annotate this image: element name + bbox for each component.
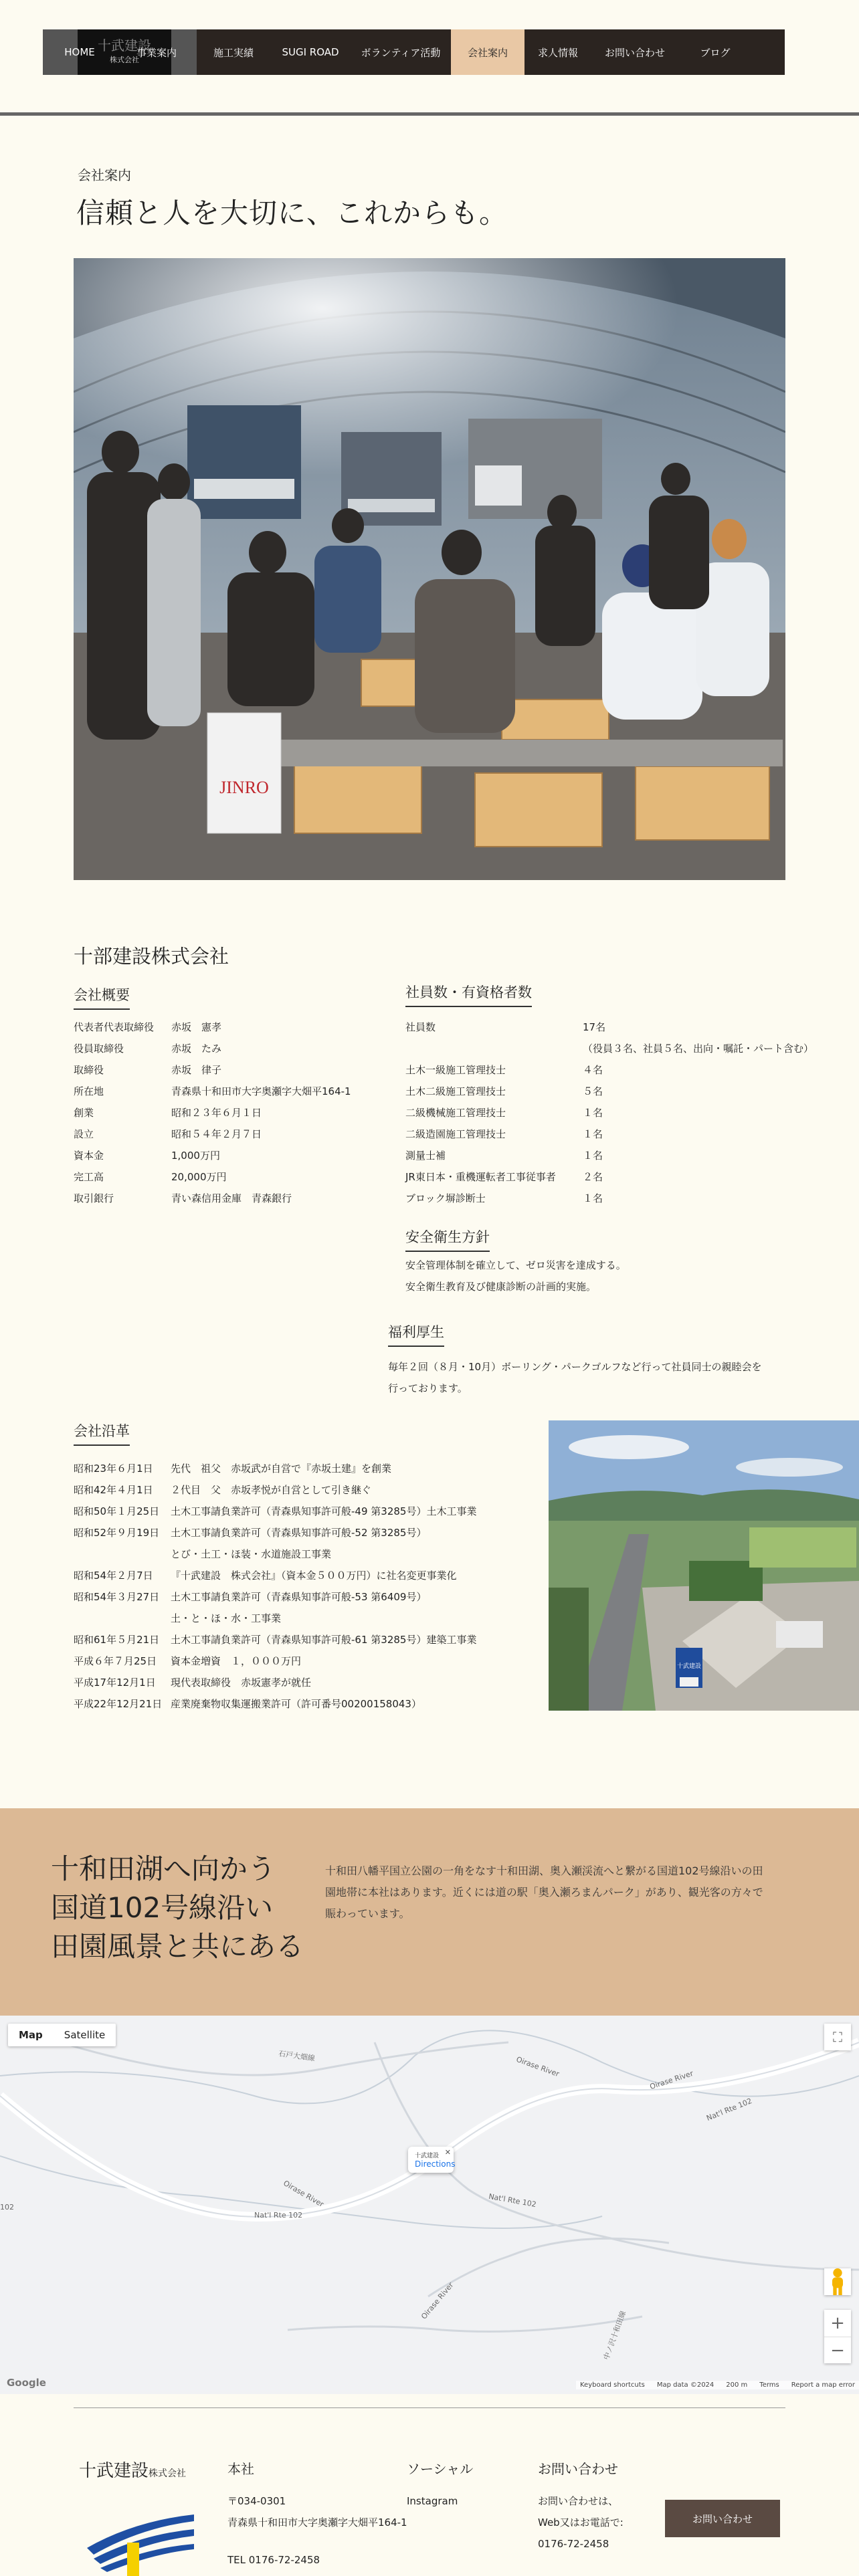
warehouse-scene (74, 258, 785, 880)
history-row (74, 1693, 476, 1715)
overview-list (74, 1016, 351, 1209)
directions-link[interactable]: Directions (415, 2159, 456, 2169)
list-value: 17名 (583, 1021, 606, 1033)
list-key: 資本金 (74, 1150, 104, 1162)
text-line: Report a map error (791, 2381, 855, 2389)
nav-item[interactable]: 施工実績 (213, 46, 254, 59)
aerial-photo (549, 1420, 859, 1711)
history-text: 土木工事請負業許可（青森県知事許可般-61 第3285号）建築工事業 (171, 1634, 477, 1646)
list-value: ２名 (583, 1171, 603, 1183)
company-name: 十部建設株式会社 (74, 945, 229, 968)
zoom-in-icon[interactable]: + (830, 2313, 845, 2333)
history-date: 昭和54年２月7日 (74, 1570, 153, 1582)
list-item (74, 1145, 351, 1166)
map-info-title: 十武建設 (415, 2153, 440, 2159)
map-label: 中ノ沢十和田線 (601, 2309, 628, 2361)
map-roads (0, 2016, 859, 2394)
text-line: Map data ©2024 (656, 2381, 714, 2389)
list-key: 社員数 (405, 1021, 436, 1033)
list-key: 二級機械施工管理技士 (405, 1107, 506, 1119)
history-date: 昭和50年１月25日 (74, 1505, 160, 1517)
history-row (74, 1586, 476, 1608)
list-key: 所在地 (74, 1085, 104, 1097)
nav-item[interactable]: 求人情報 (537, 46, 578, 59)
text-line: 青森県十和田市大字奥瀬字大畑平164-1 (227, 2516, 407, 2529)
text-line: 行っております。 (388, 1382, 468, 1394)
footer-office-address (227, 2490, 407, 2533)
text-line: 200 m (726, 2381, 748, 2389)
list-item (405, 1038, 814, 1059)
map-label: Oirase River (282, 2178, 326, 2210)
history-date: 平成17年12月1日 (74, 1677, 156, 1689)
footer-divider (74, 2407, 785, 2408)
history-date: 平成22年12月21日 (74, 1698, 163, 1710)
footer-social-title: ソーシャル (407, 2461, 474, 2477)
history-row (74, 1543, 476, 1565)
text-line: Terms (759, 2381, 779, 2389)
history-row (74, 1501, 476, 1522)
map-type-satellite[interactable]: Satellite (64, 2029, 106, 2041)
list-value: 赤坂 律子 (171, 1064, 222, 1076)
map-label: 石戸大畑線 (278, 2049, 316, 2063)
close-icon[interactable]: ✕ (444, 2148, 451, 2157)
history-row (74, 1565, 476, 1586)
footer-logo-text: 十武建設 (79, 2461, 149, 2481)
list-key: 土木一級施工管理技士 (405, 1064, 506, 1076)
list-key: 二級造園施工管理技士 (405, 1128, 506, 1140)
contact-button[interactable]: お問い合わせ (665, 2500, 780, 2537)
text-line: 〒034-0301 (227, 2495, 286, 2507)
map-label: Oirase River (648, 2068, 694, 2092)
history-row (74, 1479, 476, 1501)
list-value: ５名 (583, 1085, 603, 1097)
list-item (405, 1188, 814, 1209)
instagram-link[interactable]: Instagram (407, 2495, 458, 2507)
banner-text: 十和田八幡平国立公園の一角をなす十和田湖、奥入瀬渓流へと繋がる国道102号線沿いの田園地帯に本社はあります。近くには道の駅「奥入瀬ろまんパーク」があり、観光客の方々で賑わっています。 (325, 1864, 763, 1920)
map-label: Oirase River (419, 2280, 456, 2321)
map-type-map[interactable]: Map (19, 2029, 43, 2041)
nav-item[interactable]: お問い合わせ (604, 46, 665, 59)
history-text: 土木工事請負業許可（青森県知事許可般-53 第6409号） (171, 1591, 427, 1603)
text-line: Web又はお電話で: (538, 2516, 624, 2529)
footer-logo[interactable] (79, 2457, 186, 2482)
google-logo: Google (7, 2377, 46, 2389)
list-value: 赤坂 たみ (171, 1043, 222, 1055)
text-line: 田園風景と共にある (51, 1930, 304, 1963)
map-label: Nat'l Rte 102 (705, 2096, 753, 2123)
aerial-sign-text: 十武建設 (676, 1663, 702, 1670)
staff-title: 社員数・有資格者数 (405, 982, 532, 1007)
nav-item[interactable]: ボランティア活動 (361, 46, 441, 59)
list-key: 土木二級施工管理技士 (405, 1085, 506, 1097)
page-title: 信頼と人を大切に、これからも。 (76, 197, 508, 229)
list-item (405, 1102, 814, 1123)
list-key: 完工高 (74, 1171, 104, 1183)
list-item (74, 1016, 351, 1038)
list-item (74, 1188, 351, 1209)
map-label: Nat'l Rte 102 (254, 2211, 303, 2220)
list-item (405, 1059, 814, 1081)
history-row (74, 1522, 476, 1543)
list-item (74, 1038, 351, 1059)
list-key: JR東日本・重機運転者工事従事者 (405, 1171, 556, 1183)
list-key: 測量士補 (405, 1150, 446, 1162)
location-banner (0, 1808, 859, 2016)
nav-brand-top: 十武建設 (98, 37, 151, 53)
main-nav (43, 29, 785, 75)
history-date (74, 1608, 171, 1629)
aerial-scene (549, 1420, 859, 1711)
list-value: 昭和５４年２月７日 (171, 1128, 262, 1140)
header-divider (0, 112, 859, 116)
list-key: ブロック塀診断士 (405, 1192, 486, 1204)
history-text: 先代 祖父 赤坂武が自営で『赤坂土建』を創業 (171, 1463, 392, 1475)
list-item (405, 1123, 814, 1145)
text-line: Keyboard shortcuts (579, 2381, 645, 2389)
history-row (74, 1629, 476, 1650)
jinro-sign: JINRO (219, 778, 269, 797)
nav-item[interactable]: HOME (64, 46, 95, 58)
nav-item[interactable]: 会社案内 (451, 29, 524, 75)
banner-title (51, 1850, 304, 1966)
list-value: 昭和２３年６月１日 (171, 1107, 262, 1119)
list-key: 役員取締役 (74, 1043, 124, 1055)
map-attribution (576, 2381, 859, 2389)
list-key: 設立 (74, 1128, 94, 1140)
list-value: 赤坂 憲孝 (171, 1021, 222, 1033)
nav-item[interactable]: 事業案内 (136, 46, 177, 59)
history-text: 土・と・ほ・水・工事業 (171, 1612, 282, 1624)
list-item (74, 1123, 351, 1145)
company-mark-icon (87, 2501, 194, 2576)
history-text: 『十武建設 株式会社』（資本金５００万円）に社名変更事業化 (171, 1570, 457, 1582)
history-text: 産業廃棄物収集運搬業許可（許可番号00200158043） (171, 1698, 421, 1710)
zoom-out-icon[interactable]: − (830, 2341, 845, 2361)
history-title (74, 1420, 130, 1446)
overview-title: 会社概要 (74, 984, 130, 1010)
safety-title: 安全衛生方針 (405, 1226, 490, 1252)
map-label: Oirase River (514, 2054, 561, 2079)
list-item (405, 1081, 814, 1102)
footer-office-title: 本社 (227, 2461, 254, 2477)
history-text: 現代表取締役 赤坂憲孝が就任 (171, 1677, 312, 1689)
list-value: １名 (583, 1107, 603, 1119)
list-item (74, 1081, 351, 1102)
footer-logo-small: 株式会社 (149, 2468, 187, 2479)
google-map[interactable] (0, 2016, 859, 2394)
zoom-control (824, 2310, 851, 2363)
list-item (405, 1016, 814, 1038)
list-value: 1,000万円 (171, 1150, 220, 1162)
history-text: ２代目 父 赤坂孝悦が自営として引き継ぐ (171, 1484, 372, 1496)
list-value: （役員３名、社員５名、出向・嘱託・パート含む） (583, 1043, 814, 1055)
list-key (405, 1038, 583, 1059)
text-line: 安全衛生教育及び健康診断の計画的実施。 (405, 1281, 597, 1293)
list-key: 取締役 (74, 1064, 104, 1076)
list-item (405, 1166, 814, 1188)
welfare-title: 福利厚生 (388, 1321, 444, 1347)
text-line: 十和田湖へ向かう (51, 1852, 276, 1885)
list-value: １名 (583, 1192, 603, 1204)
list-value: １名 (583, 1150, 603, 1162)
history-date: 平成６年７月25日 (74, 1655, 157, 1667)
staff-gathering-photo (74, 258, 785, 880)
list-value: 青い森信用金庫 青森銀行 (171, 1192, 292, 1204)
history-date: 昭和61年５月21日 (74, 1634, 160, 1646)
text-line: 安全管理体制を確立して、ゼロ災害を達成する。 (405, 1259, 626, 1271)
footer-contact-title: お問い合わせ (538, 2461, 618, 2477)
history-row (74, 1650, 476, 1672)
map-info-window (408, 2147, 454, 2173)
history-title-prefix: 会社 (74, 1423, 102, 1439)
nav-item[interactable]: SUGI ROAD (282, 46, 339, 58)
history-date (74, 1543, 171, 1565)
history-row (74, 1608, 476, 1629)
staff-list (405, 1016, 814, 1209)
list-item (74, 1166, 351, 1188)
list-value: １名 (583, 1128, 603, 1140)
history-date: 昭和42年４月1日 (74, 1484, 153, 1496)
history-date: 昭和54年３月27日 (74, 1591, 160, 1603)
list-key: 代表者代表取締役 (74, 1021, 155, 1033)
history-row (74, 1458, 476, 1479)
map-label: 102 (0, 2203, 14, 2212)
nav-items (43, 29, 752, 75)
list-key: 創業 (74, 1107, 94, 1119)
nav-item[interactable]: ブログ (700, 46, 731, 59)
list-value: 20,000万円 (171, 1171, 227, 1183)
history-text: 土木工事請負業許可（青森県知事許可般-49 第3285号）土木工事業 (171, 1505, 477, 1517)
history-row (74, 1672, 476, 1693)
list-value: 青森県十和田市大字奥瀬字大畑平164-1 (171, 1085, 351, 1097)
fullscreen-icon[interactable]: ⛶ (824, 2024, 851, 2050)
map-label: Nat'l Rte 102 (488, 2191, 537, 2210)
history-text: 資本金増資 １，０００万円 (171, 1655, 302, 1667)
history-text: とび・土工・ほ装・水道施設工事業 (171, 1548, 332, 1560)
nav-brand-bottom: 株式会社 (110, 56, 139, 64)
pegman-icon[interactable] (824, 2268, 851, 2295)
history-title-main: 沿革 (102, 1423, 130, 1439)
history-date: 昭和52年９月19日 (74, 1527, 160, 1539)
list-item (405, 1145, 814, 1166)
text-line: 0176-72-2458 (538, 2538, 609, 2550)
list-key: 取引銀行 (74, 1192, 114, 1204)
welfare-text (388, 1356, 762, 1399)
list-item (74, 1059, 351, 1081)
footer-contact-text (538, 2490, 624, 2555)
page-eyebrow: 会社案内 (78, 167, 131, 183)
safety-text (405, 1255, 626, 1297)
list-value: ４名 (583, 1064, 603, 1076)
history-text: 土木工事請負業許可（青森県知事許可般-52 第3285号） (171, 1527, 427, 1539)
history-date: 昭和23年６月1日 (74, 1463, 153, 1475)
list-item (74, 1102, 351, 1123)
text-line: 毎年２回（８月・10月）ボーリング・パークゴルフなど行って社員同士の親睦会を (388, 1361, 762, 1373)
footer-tel: TEL 0176-72-2458 (227, 2554, 320, 2566)
history-list (74, 1458, 476, 1715)
text-line: お問い合わせは、 (538, 2495, 619, 2507)
text-line: 国道102号線沿い (51, 1891, 274, 1924)
map-type-control (8, 2024, 116, 2046)
